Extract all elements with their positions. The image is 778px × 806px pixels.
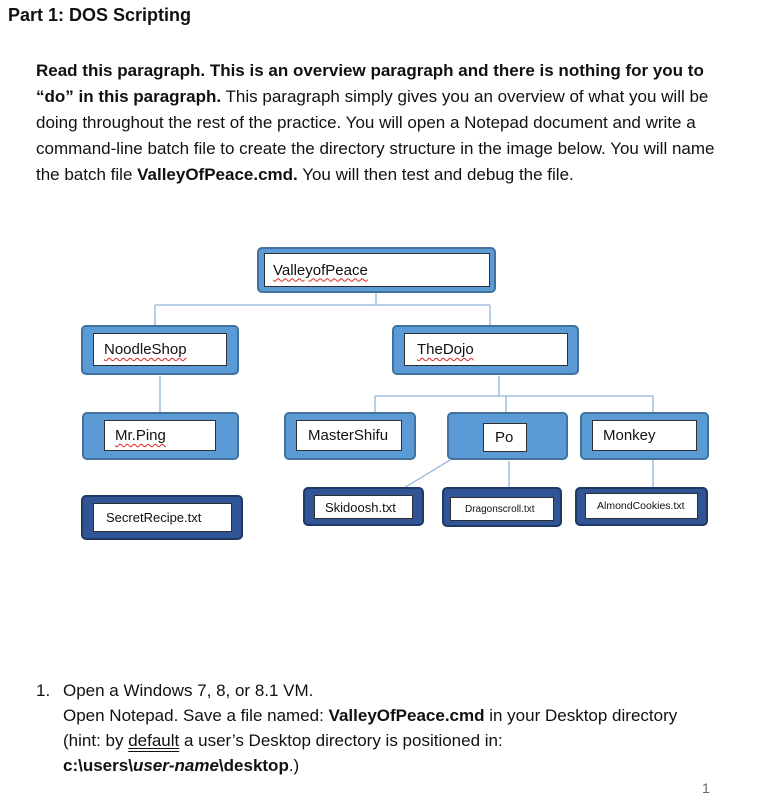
folder-thedojo — [392, 325, 579, 375]
overview-text-end: You will then test and debug the file. — [297, 165, 574, 184]
file-secretrecipe — [81, 495, 243, 540]
folder-label: TheDojo — [417, 341, 474, 358]
folder-label: Mr.Ping — [115, 427, 166, 444]
batch-filename: ValleyOfPeace.cmd. — [137, 165, 298, 184]
folder-monkey — [580, 412, 709, 460]
overview-text: This paragraph simply gives you an overview of what you will be doing throughout the rest of the practice. You will open a Notepad document and write a command-line batch file to create the directory structure in the image below. You will name the batch file — [36, 87, 715, 184]
connector-po-skidoosh — [404, 460, 450, 488]
step-number: 1. — [36, 681, 51, 700]
overview-bold-lead: Read this paragraph. This is an overview paragraph and there is nothing for you to “do” in this paragraph. — [36, 61, 704, 106]
default-word: default — [128, 731, 180, 750]
file-label: AlmondCookies.txt — [597, 500, 685, 512]
file-label: Skidoosh.txt — [325, 499, 396, 515]
folder-mrping — [82, 412, 239, 460]
folder-label: ValleyofPeace — [273, 261, 368, 279]
part-title: Part 1: DOS Scripting — [8, 5, 192, 25]
folder-valleyofpeace — [257, 247, 496, 293]
desktop-path: c:\users\user-name\desktop.) — [63, 756, 300, 775]
folder-label: MasterShifu — [308, 427, 389, 444]
step-line: Open Notepad. Save a file named: ValleyOfPeace.cmd in your Desktop directory — [63, 706, 678, 725]
page-number: 1 — [702, 780, 710, 796]
step-1 — [36, 678, 726, 778]
folder-label: Po — [495, 429, 514, 446]
file-label: SecretRecipe.txt — [106, 510, 202, 525]
folder-label: NoodleShop — [104, 341, 187, 358]
file-dragonscroll — [442, 487, 562, 527]
folder-noodleshop — [81, 325, 239, 375]
folder-mastershifu — [284, 412, 416, 460]
file-almondcookies — [575, 487, 708, 526]
step-line: Open a Windows 7, 8, or 8.1 VM. — [63, 681, 314, 700]
file-skidoosh — [303, 487, 424, 526]
folder-po — [447, 412, 568, 460]
step-line: (hint: by default a user’s Desktop directory is positioned in: — [63, 731, 503, 750]
folder-label: Monkey — [603, 427, 656, 444]
cmd-filename: ValleyOfPeace.cmd — [328, 706, 485, 725]
file-label: Dragonscroll.txt — [465, 503, 535, 515]
